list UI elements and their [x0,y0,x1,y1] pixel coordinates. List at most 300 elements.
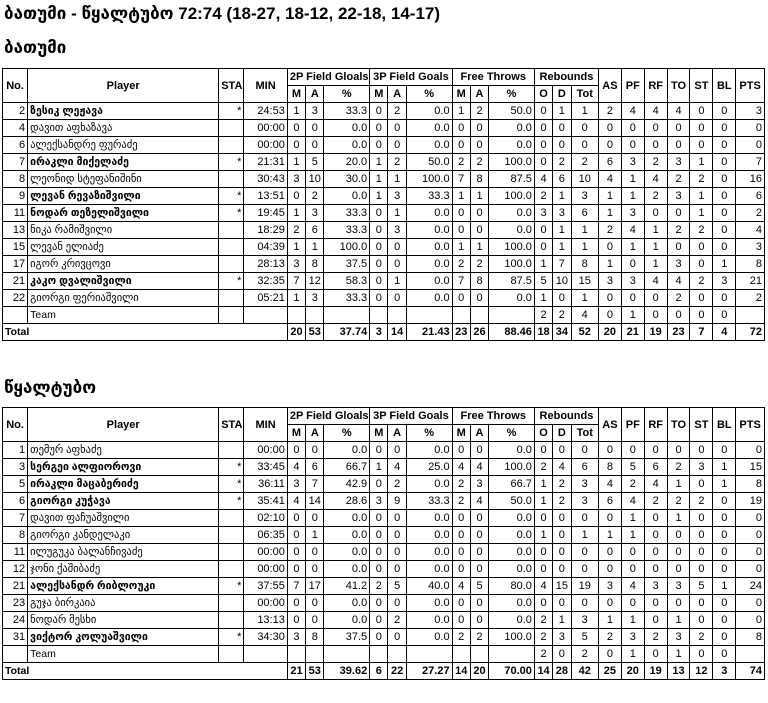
team-row-no [3,646,28,663]
stat-p2p: 33.3 [324,222,370,239]
team-stat-bl: 0 [713,646,736,663]
stat-o: 0 [534,103,552,120]
stat-pts: 2 [736,290,765,307]
stat-p2m: 1 [287,154,305,171]
subheader-pct: % [489,425,535,442]
stat-tot: 1 [571,103,598,120]
player-number: 8 [3,171,28,188]
stat-o: 0 [534,239,552,256]
minutes: 00:00 [244,561,287,578]
team-name-away: წყალტუბო [4,378,97,397]
player-name: ილუგუკა ბალანჩივაძე [28,544,219,561]
stat-st: 0 [690,239,713,256]
stat-tot: 0 [571,442,598,459]
stat-to: 1 [667,476,690,493]
stat-st: 1 [690,205,713,222]
stat-p2p: 58.3 [324,273,370,290]
empty-cell [244,307,287,324]
stat-st: 2 [690,629,713,646]
stat-ftp: 0.0 [489,205,535,222]
stat-o: 1 [534,256,552,273]
stat-rf: 0 [644,544,667,561]
stat-p3p: 0.0 [406,612,452,629]
team-stat-to: 1 [667,646,690,663]
stat-p2a: 2 [306,188,324,205]
total-st: 7 [690,324,713,341]
stat-fta: 0 [470,561,488,578]
stat-bl: 0 [713,188,736,205]
stat-p3a: 0 [388,544,406,561]
stat-d: 0 [553,510,571,527]
total-as: 25 [598,663,621,680]
stat-fta: 2 [470,154,488,171]
stat-d: 2 [553,493,571,510]
header-min: MIN [244,69,287,103]
stat-p2m: 0 [287,544,305,561]
subheader-m: M [370,86,388,103]
subheader-m: M [287,425,305,442]
total-p3p: 21.43 [406,324,452,341]
player-number: 11 [3,205,28,222]
header-to: TO [667,69,690,103]
stat-ftp: 100.0 [489,629,535,646]
player-row [3,510,765,527]
stat-pts: 0 [736,442,765,459]
stat-tot: 15 [571,273,598,290]
starter-mark [219,510,244,527]
stat-as: 6 [598,154,621,171]
stat-fta: 0 [470,222,488,239]
stat-ftp: 0.0 [489,120,535,137]
stat-ftp: 80.0 [489,578,535,595]
stat-p3p: 0.0 [406,476,452,493]
player-number: 11 [3,544,28,561]
stat-tot: 8 [571,256,598,273]
starter-mark [219,222,244,239]
stat-pf: 1 [621,188,644,205]
stat-ftp: 0.0 [489,612,535,629]
total-bl: 4 [713,324,736,341]
stat-to: 0 [667,205,690,222]
subheader-d: D [553,425,571,442]
stat-as: 1 [598,205,621,222]
stat-rf: 4 [644,476,667,493]
player-row [3,273,765,290]
header-2p-field-goals: 2P Field Gloals [287,408,369,425]
stat-fta: 2 [470,103,488,120]
stat-fta: 8 [470,273,488,290]
starter-mark [219,527,244,544]
stat-ftm: 1 [452,239,470,256]
team-row [3,646,765,663]
stat-p2p: 37.5 [324,256,370,273]
stat-st: 0 [690,595,713,612]
total-p2m: 20 [287,324,305,341]
stat-d: 1 [553,103,571,120]
stat-p3a: 0 [388,290,406,307]
player-number: 1 [3,442,28,459]
stat-d: 0 [553,561,571,578]
player-number: 7 [3,510,28,527]
stat-fta: 8 [470,171,488,188]
stat-ftp: 0.0 [489,222,535,239]
total-row [3,663,765,680]
stat-p3p: 0.0 [406,137,452,154]
stat-to: 4 [667,273,690,290]
stat-o: 5 [534,273,552,290]
stat-bl: 3 [713,273,736,290]
stat-p3a: 0 [388,561,406,578]
total-ftm: 23 [452,324,470,341]
header-st: ST [690,69,713,103]
player-name: ნოდარ თეზელიშვილი [28,205,219,222]
stat-p2a: 0 [306,510,324,527]
total-p2p: 37.74 [324,324,370,341]
starter-mark: * [219,476,244,493]
player-name: ლევან რევაზიშვილი [28,188,219,205]
stat-p3m: 0 [370,222,388,239]
stat-bl: 0 [713,120,736,137]
stat-p2m: 1 [287,103,305,120]
player-number: 9 [3,188,28,205]
stat-d: 7 [553,256,571,273]
player-row [3,154,765,171]
stat-p2p: 28.6 [324,493,370,510]
stat-st: 0 [690,290,713,307]
player-number: 12 [3,561,28,578]
header-row [3,408,765,425]
stat-st: 0 [690,561,713,578]
stat-p3p: 0.0 [406,120,452,137]
stat-p3m: 0 [370,561,388,578]
stat-p2p: 0.0 [324,137,370,154]
stat-d: 0 [553,137,571,154]
player-name: ლეონიდ სტეფანიშინი [28,171,219,188]
starter-mark [219,544,244,561]
stat-ftp: 0.0 [489,544,535,561]
stat-p3p: 50.0 [406,154,452,171]
stat-pts: 19 [736,493,765,510]
total-as: 20 [598,324,621,341]
stat-p2a: 0 [306,595,324,612]
stat-ftm: 0 [452,442,470,459]
total-p3m: 3 [370,324,388,341]
stat-st: 1 [690,188,713,205]
stat-ftm: 0 [452,290,470,307]
stat-bl: 0 [713,629,736,646]
stat-o: 0 [534,442,552,459]
stat-as: 0 [598,595,621,612]
header-rf: RF [644,408,667,442]
stat-p3m: 0 [370,612,388,629]
starter-mark [219,442,244,459]
stat-d: 2 [553,154,571,171]
stat-ftp: 0.0 [489,595,535,612]
subheader-a: A [388,86,406,103]
stat-bl: 0 [713,205,736,222]
stat-bl: 0 [713,527,736,544]
stat-p2a: 1 [306,527,324,544]
stat-as: 0 [598,442,621,459]
player-name: ირაკლი მაცაბერიძე [28,476,219,493]
player-row [3,578,765,595]
subheader-o: O [534,86,552,103]
stat-p2p: 0.0 [324,120,370,137]
player-name: ირაკლი მიქელაძე [28,154,219,171]
stat-p2m: 3 [287,629,305,646]
stat-st: 0 [690,527,713,544]
stat-pts: 8 [736,476,765,493]
stat-rf: 0 [644,442,667,459]
stat-p2p: 0.0 [324,188,370,205]
stat-bl: 1 [713,459,736,476]
stat-tot: 6 [571,205,598,222]
stat-ftp: 66.7 [489,476,535,493]
stat-p2a: 12 [306,273,324,290]
minutes: 28:13 [244,256,287,273]
minutes: 00:00 [244,595,287,612]
player-number: 17 [3,256,28,273]
player-number: 21 [3,578,28,595]
stat-pf: 1 [621,527,644,544]
stat-p3p: 0.0 [406,239,452,256]
stat-p2a: 0 [306,561,324,578]
stat-ftp: 100.0 [489,154,535,171]
stat-ftp: 50.0 [489,493,535,510]
stat-p3m: 0 [370,205,388,222]
header-rf: RF [644,69,667,103]
player-name: ჯონი ქაშიბაძე [28,561,219,578]
stat-st: 0 [690,510,713,527]
stat-p2m: 2 [287,222,305,239]
stat-p2m: 0 [287,137,305,154]
stat-pts: 15 [736,459,765,476]
stat-pf: 3 [621,154,644,171]
player-row [3,137,765,154]
total-rf: 19 [644,324,667,341]
stat-to: 3 [667,256,690,273]
stat-o: 4 [534,171,552,188]
starter-mark [219,561,244,578]
stat-st: 2 [690,273,713,290]
stat-to: 1 [667,612,690,629]
stat-tot: 0 [571,561,598,578]
stat-fta: 0 [470,442,488,459]
player-name: სერგეი ალფიოროვი [28,459,219,476]
stat-p2m: 4 [287,459,305,476]
stat-ftm: 2 [452,629,470,646]
total-tot: 52 [571,324,598,341]
stat-p2m: 0 [287,120,305,137]
stat-p2p: 0.0 [324,612,370,629]
stat-tot: 3 [571,476,598,493]
stat-d: 0 [553,290,571,307]
stat-d: 10 [553,273,571,290]
stat-pts: 16 [736,171,765,188]
stat-o: 0 [534,561,552,578]
stat-d: 1 [553,222,571,239]
minutes: 00:00 [244,120,287,137]
stat-p2a: 3 [306,205,324,222]
stat-pts: 0 [736,120,765,137]
empty-cell [324,307,370,324]
subheader-a: A [306,425,324,442]
player-number: 4 [3,120,28,137]
minutes: 24:53 [244,103,287,120]
starter-mark [219,595,244,612]
minutes: 00:00 [244,544,287,561]
stat-pf: 1 [621,239,644,256]
stat-ftm: 4 [452,578,470,595]
subheader-pct: % [489,86,535,103]
stat-p2m: 0 [287,442,305,459]
minutes: 04:39 [244,239,287,256]
stat-to: 0 [667,120,690,137]
stat-p3m: 3 [370,493,388,510]
stat-p3p: 40.0 [406,578,452,595]
stat-p3p: 0.0 [406,561,452,578]
empty-cell [306,646,324,663]
stat-bl: 0 [713,290,736,307]
player-row [3,629,765,646]
header-bl: BL [713,69,736,103]
stat-o: 1 [534,493,552,510]
header-no: No. [3,69,28,103]
stat-pts: 0 [736,527,765,544]
stat-pf: 5 [621,459,644,476]
player-name: ალექსანდრე ფურაძე [28,137,219,154]
team-stat-bl: 0 [713,307,736,324]
subheader-a: A [470,425,488,442]
stat-p3m: 0 [370,595,388,612]
empty-cell [219,646,244,663]
stat-pf: 4 [621,493,644,510]
header-bl: BL [713,408,736,442]
stat-to: 1 [667,510,690,527]
stat-p3m: 0 [370,120,388,137]
starter-mark: * [219,205,244,222]
stat-o: 0 [534,154,552,171]
stat-p2a: 8 [306,256,324,273]
empty-cell [406,646,452,663]
stat-fta: 0 [470,612,488,629]
minutes: 13:13 [244,612,287,629]
stat-ftp: 87.5 [489,171,535,188]
stat-as: 0 [598,544,621,561]
stat-ftm: 0 [452,222,470,239]
stat-bl: 0 [713,510,736,527]
player-row [3,544,765,561]
stat-p3p: 33.3 [406,188,452,205]
stat-bl: 0 [713,103,736,120]
player-number: 6 [3,137,28,154]
stat-o: 1 [534,527,552,544]
stat-rf: 4 [644,103,667,120]
subheader-d: D [553,86,571,103]
stat-p2m: 1 [287,239,305,256]
stat-rf: 0 [644,510,667,527]
header-2p-field-goals: 2P Field Gloals [287,69,369,86]
stat-p2p: 0.0 [324,595,370,612]
team-stat-d: 0 [553,646,571,663]
stat-p2a: 6 [306,459,324,476]
team-stat-as: 0 [598,307,621,324]
player-number: 24 [3,612,28,629]
stat-fta: 5 [470,578,488,595]
total-bl: 3 [713,663,736,680]
stat-tot: 1 [571,222,598,239]
starter-mark: * [219,493,244,510]
stat-p2p: 0.0 [324,527,370,544]
stat-p2p: 20.0 [324,154,370,171]
stat-p2a: 6 [306,222,324,239]
stat-bl: 0 [713,137,736,154]
stat-tot: 0 [571,137,598,154]
stat-pf: 3 [621,273,644,290]
stat-p2m: 0 [287,510,305,527]
minutes: 13:51 [244,188,287,205]
total-pts: 74 [736,663,765,680]
player-number: 23 [3,595,28,612]
stat-fta: 3 [470,476,488,493]
stat-o: 0 [534,222,552,239]
stat-p3p: 0.0 [406,256,452,273]
total-pts: 72 [736,324,765,341]
stat-pts: 4 [736,222,765,239]
stat-p2m: 1 [287,290,305,307]
empty-cell [287,307,305,324]
subheader-tot: Tot [571,86,598,103]
stat-pf: 0 [621,120,644,137]
stat-ftm: 2 [452,493,470,510]
header-row [3,69,765,86]
stat-to: 2 [667,222,690,239]
stat-to: 0 [667,137,690,154]
subheader-pct: % [406,425,452,442]
stat-d: 4 [553,459,571,476]
empty-cell [306,307,324,324]
stat-o: 2 [534,629,552,646]
player-number: 5 [3,476,28,493]
minutes: 06:35 [244,527,287,544]
starter-mark [219,612,244,629]
stat-p2a: 3 [306,103,324,120]
team-stat-st: 0 [690,646,713,663]
stat-rf: 2 [644,154,667,171]
stat-ftp: 0.0 [489,290,535,307]
stat-o: 2 [534,459,552,476]
stat-p3m: 2 [370,578,388,595]
minutes: 00:00 [244,137,287,154]
empty-cell [736,307,765,324]
total-to: 23 [667,324,690,341]
subheader-pct: % [324,425,370,442]
stat-ftm: 0 [452,510,470,527]
team-stat-tot: 2 [571,646,598,663]
stat-ftp: 0.0 [489,442,535,459]
stat-fta: 0 [470,120,488,137]
game-title: ბათუმი - წყალტუბო 72:74 (18-27, 18-12, 22-18, 14-17) [4,4,441,23]
header-min: MIN [244,408,287,442]
stat-p2m: 0 [287,561,305,578]
stat-rf: 2 [644,188,667,205]
stat-p3a: 2 [388,612,406,629]
stat-fta: 0 [470,595,488,612]
stat-pf: 0 [621,442,644,459]
stat-ftp: 0.0 [489,561,535,578]
stat-rf: 0 [644,290,667,307]
stat-st: 3 [690,459,713,476]
